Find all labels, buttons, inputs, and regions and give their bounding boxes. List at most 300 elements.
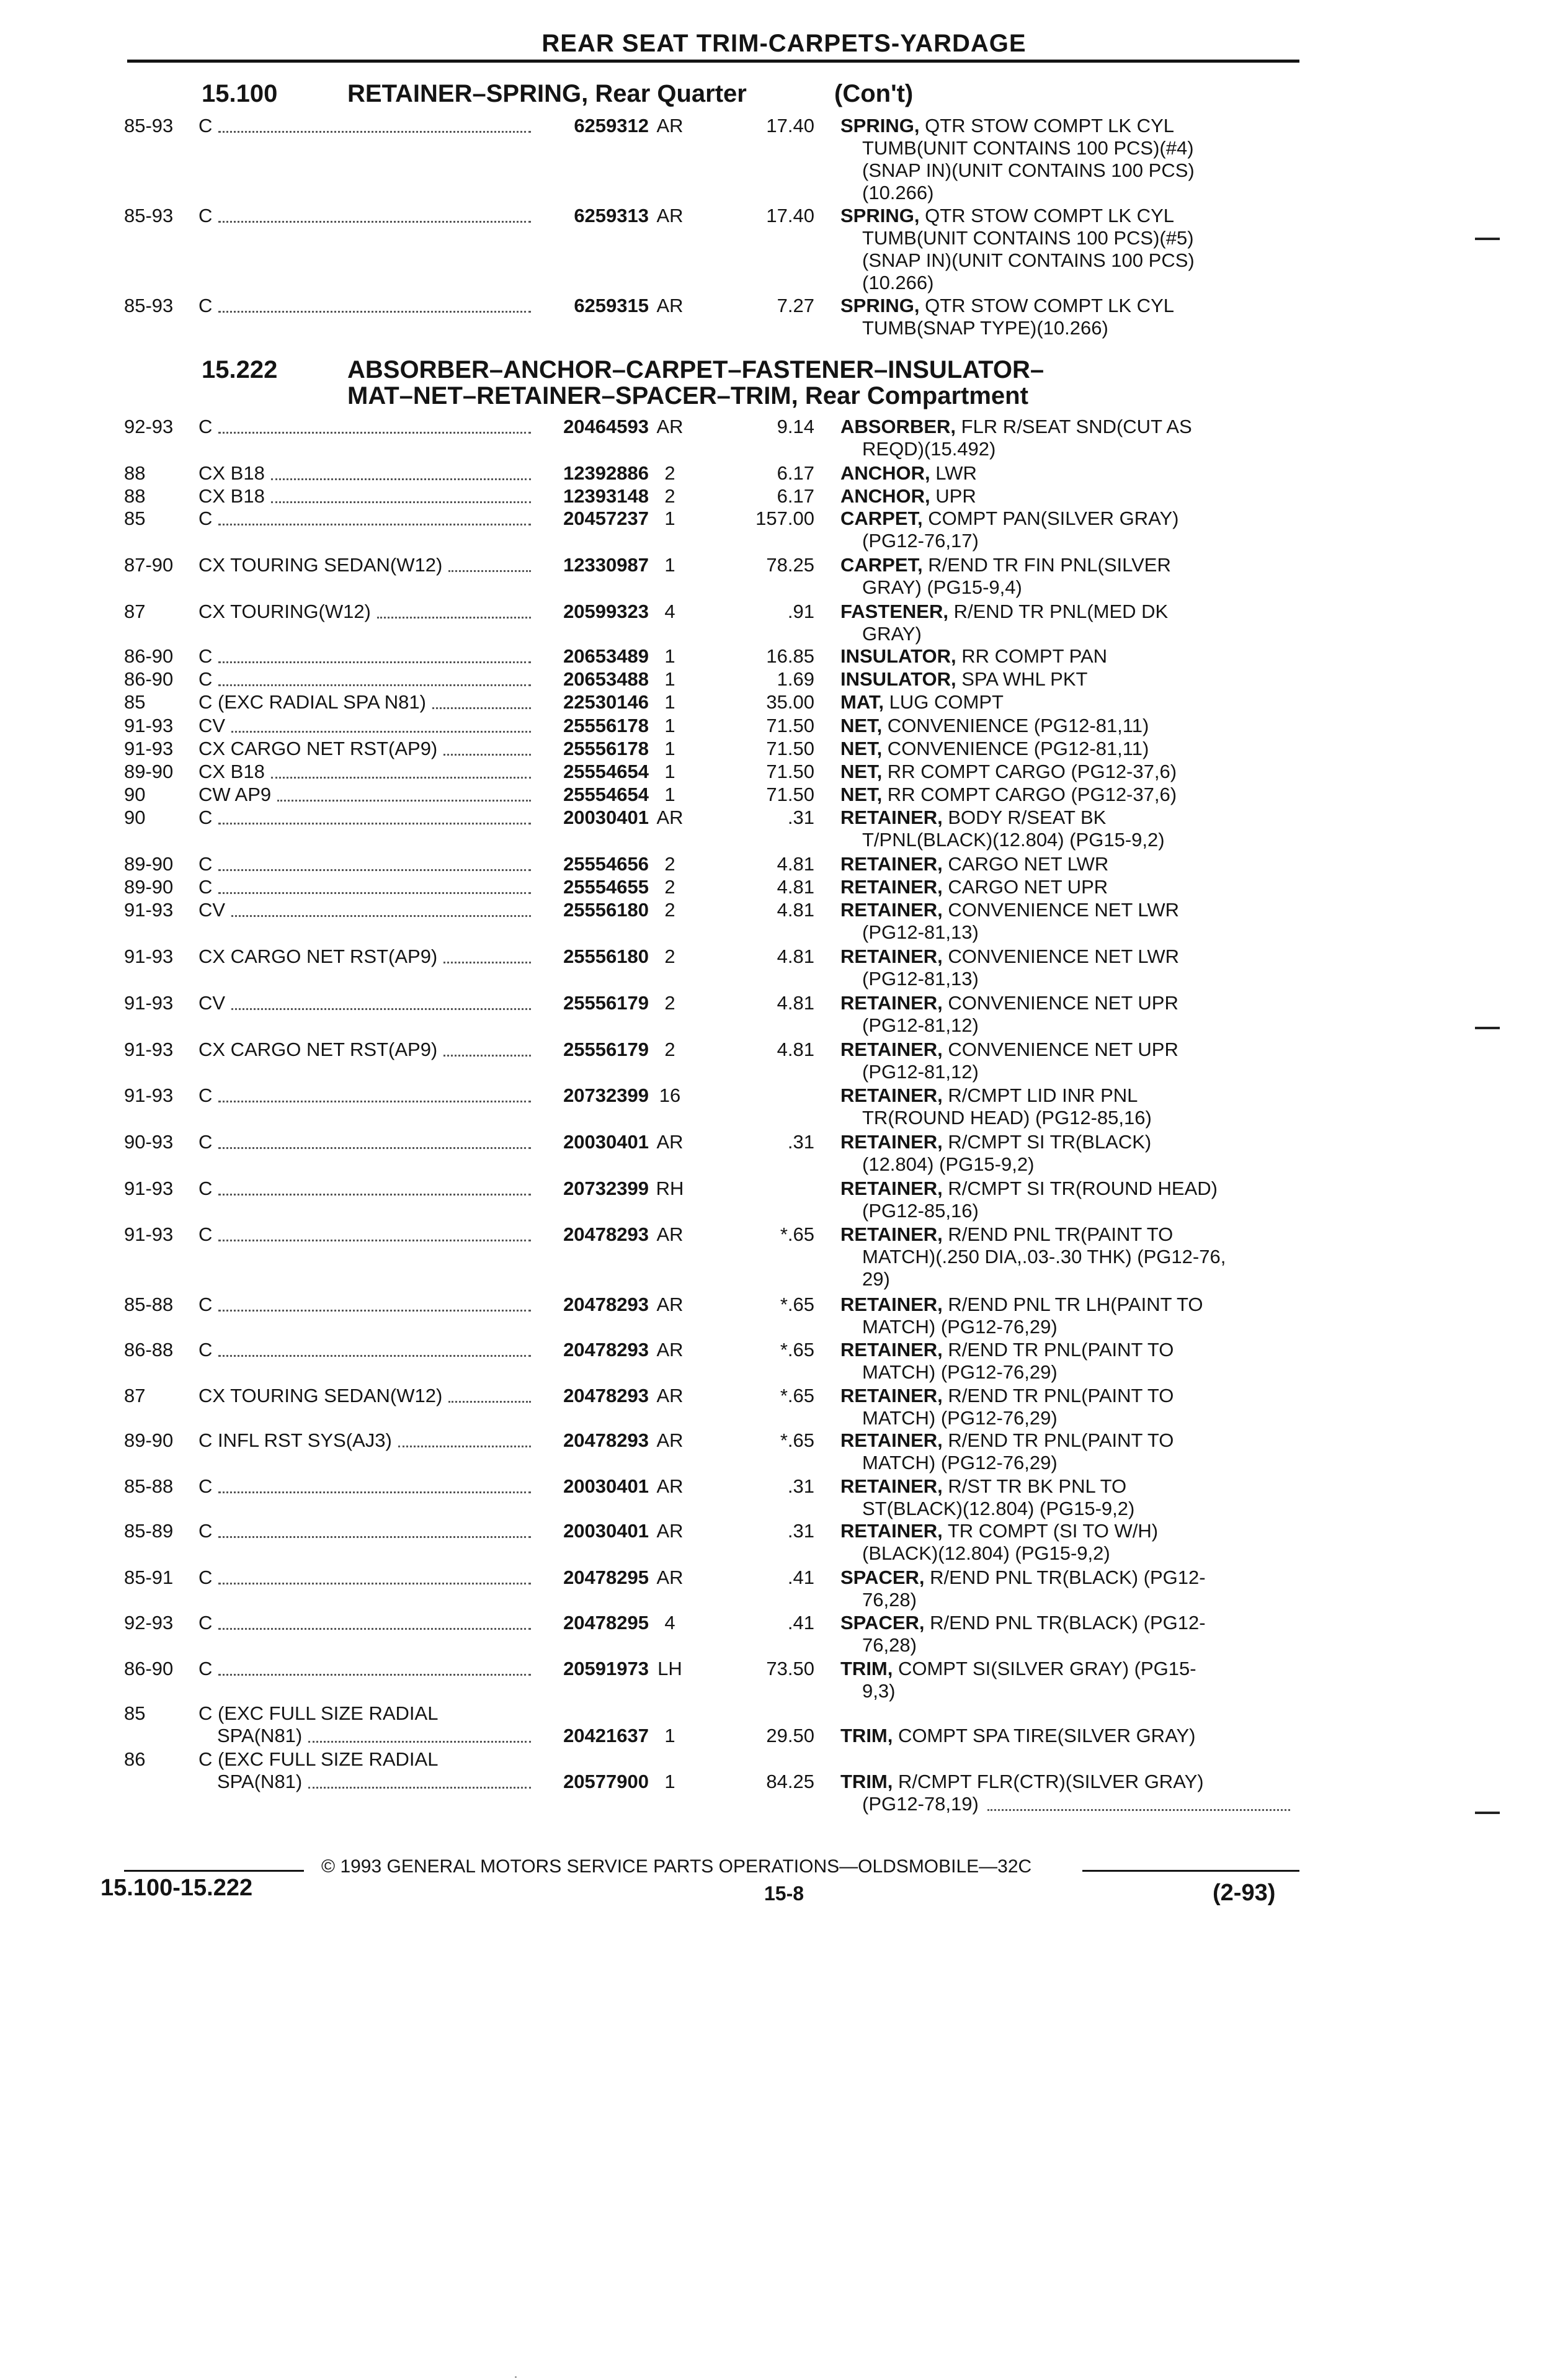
row-description-text: CONVENIENCE (PG12-81,11) — [882, 715, 1149, 736]
model-leader — [271, 476, 531, 480]
title-rule — [127, 60, 1299, 63]
row-part-number: 20732399 — [563, 1178, 649, 1199]
model-leader — [432, 705, 531, 709]
model-leader — [218, 128, 531, 133]
row-quantity: RH — [656, 1178, 684, 1199]
row-description-text: COMPT SI(SILVER GRAY) (PG15- — [893, 1658, 1196, 1679]
model-leader — [443, 1052, 531, 1057]
row-description-text: RR COMPT PAN — [956, 645, 1108, 667]
model-leader — [218, 218, 531, 223]
model-leader — [218, 1352, 531, 1357]
row-description-cont: TR(ROUND HEAD) (PG12-85,16) — [862, 1107, 1152, 1129]
row-model: CV — [198, 992, 226, 1014]
row-quantity: 1 — [664, 1771, 675, 1792]
row-description — [840, 601, 1168, 623]
row-keyword: RETAINER, — [840, 945, 943, 967]
row-description-cont: (SNAP IN)(UNIT CONTAINS 100 PCS) — [862, 249, 1195, 271]
row-quantity: AR — [656, 807, 684, 828]
row-price: 35.00 — [766, 691, 814, 713]
row-keyword: RETAINER, — [840, 876, 943, 898]
row-price: 4.81 — [777, 899, 814, 921]
row-part-number: 20030401 — [563, 1520, 649, 1542]
row-quantity: 2 — [664, 853, 675, 875]
section-number: 15.222 — [202, 356, 278, 383]
row-model: CX CARGO NET RST(AP9) — [198, 945, 438, 967]
row-description-cont: T/PNL(BLACK)(12.804) (PG15-9,2) — [862, 829, 1165, 851]
row-model: C — [198, 1520, 213, 1542]
row-quantity: 4 — [664, 1612, 675, 1634]
row-year: 86-90 — [124, 1658, 174, 1679]
row-price: 6.17 — [777, 485, 814, 507]
row-keyword: RETAINER, — [840, 1429, 943, 1451]
row-quantity: AR — [656, 1567, 684, 1588]
row-model: C — [198, 853, 213, 875]
row-description-cont: (PG12-81,12) — [862, 1014, 979, 1036]
row-model: C — [198, 295, 213, 316]
row-description-cont: (12.804) (PG15-9,2) — [862, 1153, 1035, 1175]
row-part-number: 6259312 — [574, 115, 649, 136]
row-keyword: CARPET, — [840, 554, 923, 576]
row-keyword: RETAINER, — [840, 899, 943, 921]
row-year: 90 — [124, 784, 146, 805]
row-description-text: QTR STOW COMPT LK CYL — [919, 205, 1174, 226]
row-description-text: R/END TR FIN PNL(SILVER — [922, 554, 1171, 576]
row-keyword: SPACER, — [840, 1612, 925, 1634]
row-description — [840, 1475, 1126, 1498]
row-model: CX B18 — [198, 761, 265, 782]
row-description — [840, 507, 1178, 530]
row-description — [840, 1294, 1203, 1316]
model-leader — [443, 751, 531, 756]
row-keyword: SPRING, — [840, 205, 920, 226]
row-year: 89-90 — [124, 853, 174, 875]
model-leader — [231, 728, 531, 733]
row-year: 85-91 — [124, 1567, 174, 1588]
row-description — [840, 807, 1106, 829]
row-quantity: 2 — [664, 992, 675, 1014]
row-description-cont: (10.266) — [862, 182, 934, 203]
row-description-cont: (PG12-81,13) — [862, 921, 979, 943]
row-description — [840, 1520, 1158, 1542]
row-description — [840, 295, 1174, 317]
row-price: 16.85 — [766, 645, 814, 667]
row-quantity: AR — [656, 1520, 684, 1542]
model-leader — [398, 1443, 531, 1447]
row-quantity: 1 — [664, 715, 675, 736]
row-year: 91-93 — [124, 945, 174, 967]
row-price: 7.27 — [777, 295, 814, 316]
row-description-cont: (10.266) — [862, 272, 934, 293]
row-model: C — [198, 1658, 213, 1679]
row-part-number: 25556180 — [563, 945, 649, 967]
row-description — [840, 485, 976, 507]
model-leader — [271, 499, 531, 503]
row-description — [840, 853, 1108, 875]
row-description-text: R/CMPT SI TR(BLACK) — [942, 1131, 1152, 1153]
row-description — [840, 691, 1004, 713]
row-description-text: CONVENIENCE NET UPR — [942, 1039, 1178, 1060]
row-description-text: R/CMPT FLR(CTR)(SILVER GRAY) — [893, 1771, 1204, 1792]
row-price: 4.81 — [777, 992, 814, 1014]
row-quantity: 2 — [664, 876, 675, 898]
row-price: .41 — [787, 1567, 814, 1588]
row-description-text: RR COMPT CARGO (PG12-37,6) — [882, 761, 1177, 782]
row-description — [840, 738, 1149, 760]
row-quantity: 2 — [664, 485, 675, 507]
row-price: .31 — [787, 1475, 814, 1497]
row-description-cont: (PG12-81,12) — [862, 1061, 979, 1083]
row-keyword: NET, — [840, 784, 883, 805]
row-price: *.65 — [780, 1223, 814, 1245]
row-year: 86-90 — [124, 645, 174, 667]
row-keyword: RETAINER, — [840, 992, 943, 1014]
row-year: 88 — [124, 462, 146, 484]
row-price: *.65 — [780, 1339, 814, 1361]
row-part-number: 20653489 — [563, 645, 649, 667]
row-description-cont: MATCH) (PG12-76,29) — [862, 1452, 1058, 1473]
row-keyword: RETAINER, — [840, 1475, 943, 1497]
row-quantity: 1 — [664, 645, 675, 667]
row-part-number: 20464593 — [563, 416, 649, 437]
row-price: 78.25 — [766, 554, 814, 576]
row-model: CW AP9 — [198, 784, 272, 805]
row-description-cont: MATCH) (PG12-76,29) — [862, 1407, 1058, 1429]
row-description-text: BODY R/SEAT BK — [942, 807, 1107, 828]
model-leader — [218, 1145, 531, 1149]
footer-section-range: 15.100-15.222 — [100, 1875, 253, 1901]
margin-dash — [1475, 1027, 1500, 1029]
row-keyword: RETAINER, — [840, 1039, 943, 1060]
row-keyword: RETAINER, — [840, 1223, 943, 1245]
row-year: 88 — [124, 485, 146, 507]
model-leader — [218, 1671, 531, 1676]
row-model: C — [198, 1131, 213, 1153]
row-price: 71.50 — [766, 715, 814, 736]
row-description-text: R/END TR PNL(MED DK — [948, 601, 1169, 622]
row-description — [840, 899, 1179, 921]
row-description — [840, 462, 977, 485]
row-description-text: R/END PNL TR LH(PAINT TO — [942, 1294, 1203, 1315]
row-year: 87 — [124, 601, 146, 622]
row-keyword: MAT, — [840, 691, 884, 713]
row-year: 91-93 — [124, 1039, 174, 1060]
row-description-cont: TUMB(UNIT CONTAINS 100 PCS)(#4) — [862, 137, 1194, 159]
row-model: C — [198, 645, 213, 667]
row-description — [840, 554, 1171, 576]
row-year: 86 — [124, 1748, 146, 1770]
row-description — [840, 1385, 1174, 1407]
row-description-text: QTR STOW COMPT LK CYL — [919, 115, 1174, 136]
row-model: C — [198, 1612, 213, 1634]
row-year: 85-93 — [124, 295, 174, 316]
model-leader — [218, 1489, 531, 1493]
model-leader — [443, 959, 531, 963]
row-part-number: 25556180 — [563, 899, 649, 921]
row-part-number: 25556179 — [563, 1039, 649, 1060]
row-price: *.65 — [780, 1429, 814, 1451]
row-description-text: R/END PNL TR(BLACK) (PG12- — [924, 1612, 1206, 1634]
model-leader — [218, 1191, 531, 1196]
model-leader — [218, 890, 531, 894]
row-quantity: 16 — [659, 1084, 681, 1106]
row-part-number: 20030401 — [563, 807, 649, 828]
row-description-text: LWR — [930, 462, 977, 484]
row-description-text: R/CMPT SI TR(ROUND HEAD) — [942, 1178, 1218, 1199]
row-model: SPA(N81) — [217, 1725, 303, 1746]
row-description — [840, 668, 1087, 691]
row-description-cont: MATCH) (PG12-76,29) — [862, 1316, 1058, 1338]
section-title: MAT–NET–RETAINER–SPACER–TRIM, Rear Compartment — [347, 382, 1028, 409]
section-title: RETAINER–SPRING, Rear Quarter — [347, 80, 747, 107]
row-description-text: CARGO NET UPR — [942, 876, 1108, 898]
margin-dash — [1475, 1812, 1500, 1814]
row-description-text: R/END TR PNL(PAINT TO — [942, 1339, 1174, 1361]
row-description — [840, 1567, 1206, 1589]
row-model: C — [198, 807, 213, 828]
row-quantity: 1 — [664, 668, 675, 690]
row-description-cont: GRAY) (PG15-9,4) — [862, 576, 1022, 598]
row-description-cont: 29) — [862, 1268, 890, 1290]
row-year: 87 — [124, 1385, 146, 1406]
row-part-number: 20478295 — [563, 1612, 649, 1634]
row-year: 91-93 — [124, 1223, 174, 1245]
row-model: CV — [198, 715, 226, 736]
row-keyword: ANCHOR, — [840, 485, 930, 507]
model-leader — [377, 614, 531, 619]
row-model: C — [198, 668, 213, 690]
row-part-number: 12393148 — [563, 485, 649, 507]
row-part-number: 20591973 — [563, 1658, 649, 1679]
row-price: 157.00 — [755, 507, 814, 529]
row-keyword: INSULATOR, — [840, 645, 956, 667]
row-keyword: SPACER, — [840, 1567, 925, 1588]
row-model: C — [198, 416, 213, 437]
row-quantity: AR — [656, 1429, 684, 1451]
row-model: C — [198, 1294, 213, 1315]
row-part-number: 25556179 — [563, 992, 649, 1014]
row-price: 4.81 — [777, 876, 814, 898]
model-leader — [448, 1398, 531, 1403]
row-description-text: RR COMPT CARGO (PG12-37,6) — [882, 784, 1177, 805]
row-description — [840, 1178, 1218, 1200]
desc-leader — [987, 1807, 1290, 1811]
row-price: 1.69 — [777, 668, 814, 690]
row-description-cont: (BLACK)(12.804) (PG15-9,2) — [862, 1542, 1110, 1564]
row-part-number: 6259315 — [574, 295, 649, 316]
row-description-text: R/END PNL TR(BLACK) (PG12- — [924, 1567, 1206, 1588]
row-description-cont: TUMB(SNAP TYPE)(10.266) — [862, 317, 1108, 339]
model-leader — [271, 774, 531, 779]
row-part-number: 12330987 — [563, 554, 649, 576]
row-part-number: 25554656 — [563, 853, 649, 875]
row-price: 71.50 — [766, 738, 814, 759]
row-year: 91-93 — [124, 992, 174, 1014]
row-year: 85 — [124, 1702, 146, 1724]
row-description-text: R/CMPT LID INR PNL — [942, 1084, 1138, 1106]
row-description-text: R/ST TR BK PNL TO — [942, 1475, 1127, 1497]
row-keyword: RETAINER, — [840, 1520, 943, 1542]
row-part-number: 20577900 — [563, 1771, 649, 1792]
row-part-number: 25554655 — [563, 876, 649, 898]
row-part-number: 20457237 — [563, 507, 649, 529]
row-year: 90 — [124, 807, 146, 828]
row-year: 85-88 — [124, 1294, 174, 1315]
row-keyword: TRIM, — [840, 1771, 893, 1792]
row-model: C — [198, 115, 213, 136]
row-description — [840, 416, 1192, 438]
row-price: .31 — [787, 1520, 814, 1542]
row-description-cont: 76,28) — [862, 1589, 917, 1611]
row-model: CX CARGO NET RST(AP9) — [198, 738, 438, 759]
row-quantity: AR — [656, 295, 684, 316]
row-description-cont: TUMB(UNIT CONTAINS 100 PCS)(#5) — [862, 227, 1194, 249]
row-part-number: 25556178 — [563, 738, 649, 759]
row-part-number: 20732399 — [563, 1084, 649, 1106]
row-model: C (EXC FULL SIZE RADIAL — [198, 1702, 439, 1724]
row-description-text: COMPT SPA TIRE(SILVER GRAY) — [893, 1725, 1196, 1746]
row-description-cont: ST(BLACK)(12.804) (PG15-9,2) — [862, 1498, 1135, 1519]
row-part-number: 20599323 — [563, 601, 649, 622]
row-year: 85-89 — [124, 1520, 174, 1542]
row-price: 73.50 — [766, 1658, 814, 1679]
row-description — [840, 115, 1174, 137]
row-price: 17.40 — [766, 205, 814, 226]
row-description — [840, 1084, 1138, 1107]
row-year: 91-93 — [124, 738, 174, 759]
row-part-number: 20030401 — [563, 1131, 649, 1153]
model-leader — [218, 867, 531, 871]
row-description — [840, 1131, 1151, 1153]
model-leader — [218, 1237, 531, 1241]
row-year: 85 — [124, 507, 146, 529]
row-description-text: TR COMPT (SI TO W/H) — [942, 1520, 1159, 1542]
row-description-cont: (PG12-81,13) — [862, 968, 979, 990]
row-keyword: RETAINER, — [840, 853, 943, 875]
row-quantity: AR — [656, 1385, 684, 1406]
row-model: C — [198, 1178, 213, 1199]
row-model: SPA(N81) — [217, 1771, 303, 1792]
row-price: 4.81 — [777, 853, 814, 875]
row-model: CX CARGO NET RST(AP9) — [198, 1039, 438, 1060]
model-leader — [308, 1738, 531, 1743]
row-year: 92-93 — [124, 1612, 174, 1634]
row-description — [840, 1339, 1174, 1361]
row-year: 91-93 — [124, 715, 174, 736]
row-description — [840, 1612, 1206, 1634]
row-quantity: AR — [656, 1475, 684, 1497]
row-model: C — [198, 1475, 213, 1497]
model-leader — [277, 797, 531, 802]
row-quantity: 4 — [664, 601, 675, 622]
row-model: CV — [198, 899, 226, 921]
row-description-text: CONVENIENCE NET UPR — [942, 992, 1178, 1014]
row-part-number: 22530146 — [563, 691, 649, 713]
row-keyword: RETAINER, — [840, 1131, 943, 1153]
row-description-text: QTR STOW COMPT LK CYL — [919, 295, 1174, 316]
row-price: 84.25 — [766, 1771, 814, 1792]
model-leader — [218, 682, 531, 686]
row-model: C INFL RST SYS(AJ3) — [198, 1429, 392, 1451]
row-model: CX B18 — [198, 462, 265, 484]
row-year: 85-88 — [124, 1475, 174, 1497]
row-description-text: R/END TR PNL(PAINT TO — [942, 1429, 1174, 1451]
row-description — [840, 1039, 1178, 1061]
footer-rule-right — [1082, 1870, 1299, 1872]
row-keyword: TRIM, — [840, 1725, 893, 1746]
row-year: 89-90 — [124, 761, 174, 782]
row-part-number: 20030401 — [563, 1475, 649, 1497]
row-description-text: UPR — [930, 485, 976, 507]
row-quantity: AR — [656, 1339, 684, 1361]
row-model: C — [198, 1339, 213, 1361]
row-model: C (EXC FULL SIZE RADIAL — [198, 1748, 439, 1770]
row-quantity: AR — [656, 1131, 684, 1153]
footer-page-number: 15-8 — [764, 1882, 804, 1905]
model-leader — [218, 521, 531, 525]
row-year: 89-90 — [124, 876, 174, 898]
row-model: C — [198, 876, 213, 898]
model-leader — [231, 913, 531, 917]
row-price: .31 — [787, 1131, 814, 1153]
row-model: CX TOURING SEDAN(W12) — [198, 1385, 443, 1406]
row-model: C (EXC RADIAL SPA N81) — [198, 691, 426, 713]
row-quantity: LH — [657, 1658, 682, 1679]
row-description — [840, 1223, 1173, 1246]
row-quantity: 2 — [664, 945, 675, 967]
row-quantity: AR — [656, 416, 684, 437]
row-keyword: ABSORBER, — [840, 416, 956, 437]
row-description-text: R/END TR PNL(PAINT TO — [942, 1385, 1174, 1406]
row-description-text: CONVENIENCE NET LWR — [942, 945, 1179, 967]
row-description-cont: (PG12-76,17) — [862, 530, 979, 552]
row-part-number: 20478293 — [563, 1294, 649, 1315]
model-leader — [231, 1006, 531, 1010]
model-leader — [218, 659, 531, 663]
row-description-text: COMPT PAN(SILVER GRAY) — [922, 507, 1179, 529]
row-quantity: AR — [656, 1223, 684, 1245]
row-keyword: RETAINER, — [840, 1084, 943, 1106]
row-description — [840, 645, 1107, 668]
row-price: 6.17 — [777, 462, 814, 484]
footer-copyright: © 1993 GENERAL MOTORS SERVICE PARTS OPERATIONS—OLDSMOBILE—32C — [321, 1856, 1032, 1877]
row-year: 87-90 — [124, 554, 174, 576]
row-keyword: RETAINER, — [840, 807, 943, 828]
row-description — [840, 945, 1179, 968]
row-description-cont: (SNAP IN)(UNIT CONTAINS 100 PCS) — [862, 159, 1195, 181]
row-quantity: 2 — [664, 462, 675, 484]
row-description — [840, 1771, 1204, 1793]
row-description — [840, 205, 1174, 227]
footer-rule-left — [124, 1870, 304, 1872]
row-part-number: 20478293 — [563, 1223, 649, 1245]
model-leader — [308, 1784, 531, 1789]
row-keyword: RETAINER, — [840, 1294, 943, 1315]
row-quantity: 1 — [664, 738, 675, 759]
row-year: 85-93 — [124, 115, 174, 136]
row-model: C — [198, 1567, 213, 1588]
row-year: 91-93 — [124, 1178, 174, 1199]
row-price: 71.50 — [766, 761, 814, 782]
row-description-text: SPA WHL PKT — [956, 668, 1088, 690]
row-keyword: NET, — [840, 738, 883, 759]
row-price: *.65 — [780, 1294, 814, 1315]
row-price: .91 — [787, 601, 814, 622]
row-quantity: AR — [656, 205, 684, 226]
row-keyword: RETAINER, — [840, 1339, 943, 1361]
row-year: 91-93 — [124, 899, 174, 921]
row-price: .31 — [787, 807, 814, 828]
row-keyword: CARPET, — [840, 507, 923, 529]
